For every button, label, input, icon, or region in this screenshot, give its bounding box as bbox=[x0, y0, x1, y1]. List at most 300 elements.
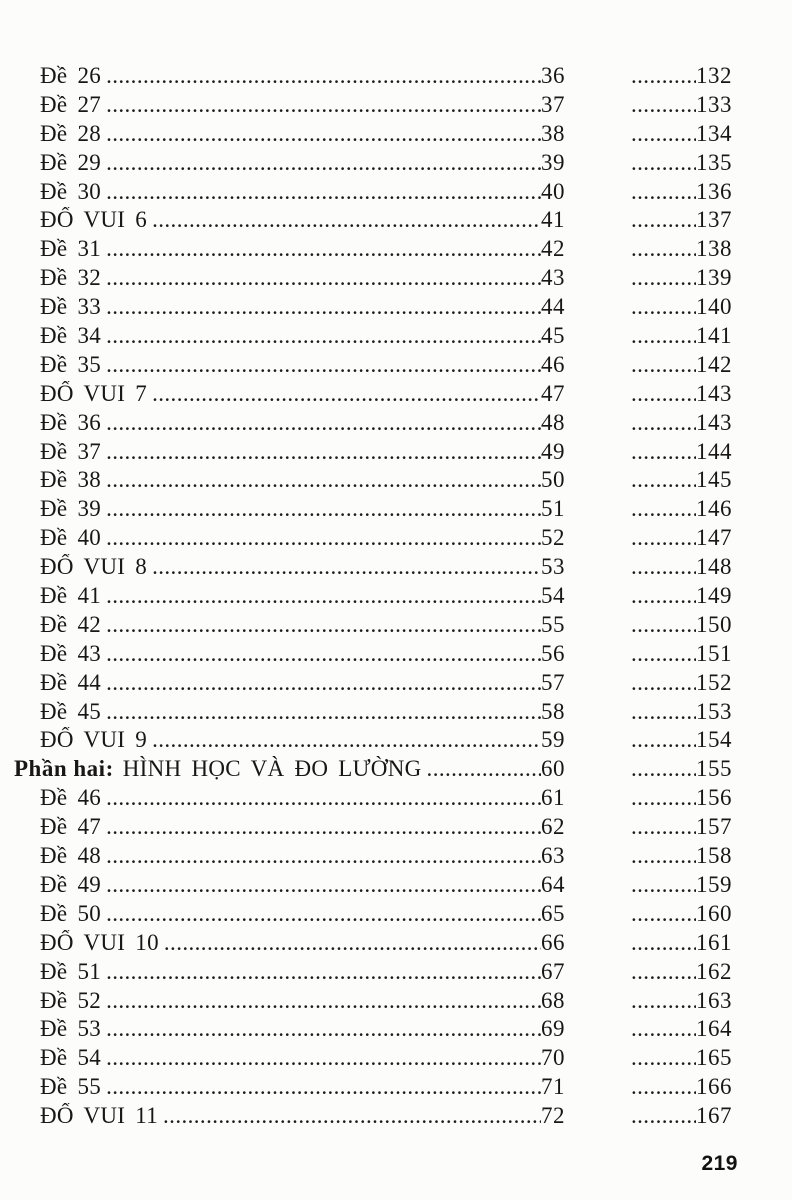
toc-entry-main bbox=[14, 959, 565, 985]
dot-leader bbox=[631, 583, 696, 609]
toc-entry-row bbox=[14, 92, 778, 121]
toc-entry-page-number: 48 bbox=[541, 409, 565, 435]
toc-entry-answer bbox=[631, 785, 732, 811]
toc-entry-label: Đề 50 bbox=[40, 900, 102, 926]
toc-entry-row bbox=[14, 525, 778, 554]
dot-leader bbox=[106, 525, 541, 551]
dot-leader bbox=[106, 843, 541, 869]
toc-entry-answer bbox=[631, 988, 732, 1014]
dot-leader bbox=[631, 641, 696, 667]
toc-entry-answer-page-number: 140 bbox=[696, 294, 732, 320]
dot-leader bbox=[164, 930, 541, 956]
toc-entry-label: HÌNH HỌC VÀ ĐO LƯỜNG bbox=[122, 756, 422, 782]
toc-entry-page-number: 41 bbox=[541, 207, 565, 233]
toc-entry-label: Đề 54 bbox=[40, 1045, 102, 1071]
dot-leader bbox=[631, 352, 696, 378]
toc-entry-answer-page-number: 151 bbox=[696, 640, 732, 666]
toc-entry-label: Đề 43 bbox=[40, 640, 102, 666]
toc-entry-label: Đề 32 bbox=[40, 265, 102, 291]
toc-entry-page-number: 46 bbox=[541, 351, 565, 377]
toc-entry-answer-page-number: 165 bbox=[696, 1045, 732, 1071]
dot-leader bbox=[631, 727, 696, 753]
dot-leader bbox=[106, 1016, 541, 1042]
toc-entry-main bbox=[14, 872, 565, 898]
dot-leader bbox=[106, 814, 541, 840]
toc-entry-answer bbox=[631, 930, 732, 956]
dot-leader bbox=[631, 381, 696, 407]
toc-entry-answer bbox=[631, 583, 732, 609]
toc-entry-page-number: 70 bbox=[541, 1045, 565, 1071]
toc-entry-label: Đề 39 bbox=[40, 496, 102, 522]
dot-leader bbox=[631, 1016, 696, 1042]
toc-entry-answer-page-number: 157 bbox=[696, 814, 732, 840]
dot-leader bbox=[631, 959, 696, 985]
dot-leader bbox=[631, 150, 696, 176]
toc-entry-main bbox=[14, 323, 565, 349]
toc-entry-main bbox=[14, 988, 565, 1014]
toc-entry-row bbox=[14, 988, 778, 1017]
toc-entry-main bbox=[14, 439, 565, 465]
dot-leader bbox=[631, 467, 696, 493]
toc-entry-label: Đề 36 bbox=[40, 409, 102, 435]
toc-entry-answer-page-number: 156 bbox=[696, 785, 732, 811]
dot-leader bbox=[106, 352, 541, 378]
toc-entry-answer-page-number: 160 bbox=[696, 900, 732, 926]
toc-entry-row bbox=[14, 1016, 778, 1045]
dot-leader bbox=[631, 785, 696, 811]
dot-leader bbox=[106, 901, 541, 927]
toc-entry-page-number: 45 bbox=[541, 323, 565, 349]
toc-entry-label: Đề 38 bbox=[40, 467, 102, 493]
toc-entry-label: Đề 28 bbox=[40, 120, 102, 146]
toc-entry-row bbox=[14, 1045, 778, 1074]
toc-entry-label: ĐỐ VUI 11 bbox=[40, 1103, 159, 1129]
toc-entry-row bbox=[14, 959, 778, 988]
dot-leader bbox=[152, 381, 541, 407]
dot-leader bbox=[631, 872, 696, 898]
toc-entry-row bbox=[14, 150, 778, 179]
dot-leader bbox=[631, 843, 696, 869]
toc-entry-row bbox=[14, 930, 778, 959]
dot-leader bbox=[106, 439, 541, 465]
dot-leader bbox=[106, 583, 541, 609]
toc-entry-page-number: 67 bbox=[541, 958, 565, 984]
toc-entry-answer bbox=[631, 496, 732, 522]
toc-entry-main bbox=[14, 814, 565, 840]
dot-leader bbox=[106, 988, 541, 1014]
toc-entry-page-number: 66 bbox=[541, 929, 565, 955]
toc-entry-row bbox=[14, 323, 778, 352]
toc-entry-row bbox=[14, 410, 778, 439]
toc-entry-main bbox=[14, 179, 565, 205]
toc-entry-answer-page-number: 161 bbox=[696, 929, 732, 955]
toc-entry-label: ĐỐ VUI 10 bbox=[40, 929, 159, 955]
dot-leader bbox=[106, 150, 541, 176]
toc-entry-main bbox=[14, 63, 565, 89]
dot-leader bbox=[106, 121, 541, 147]
toc-entry-answer bbox=[631, 843, 732, 869]
toc-entry-answer bbox=[631, 352, 732, 378]
toc-entry-row bbox=[14, 265, 778, 294]
toc-entry-answer-page-number: 139 bbox=[696, 265, 732, 291]
dot-leader bbox=[106, 699, 541, 725]
toc-entry-answer bbox=[631, 554, 732, 580]
toc-entry-main bbox=[14, 467, 565, 493]
toc-entry-main bbox=[14, 641, 565, 667]
dot-leader bbox=[106, 92, 541, 118]
dot-leader bbox=[631, 814, 696, 840]
toc-entry-page-number: 38 bbox=[541, 120, 565, 146]
dot-leader bbox=[631, 1074, 696, 1100]
dot-leader bbox=[106, 1074, 541, 1100]
table-of-contents bbox=[14, 63, 778, 1132]
toc-entry-answer-page-number: 132 bbox=[696, 63, 732, 88]
dot-leader bbox=[106, 612, 541, 638]
dot-leader bbox=[106, 959, 541, 985]
dot-leader bbox=[163, 1103, 541, 1129]
toc-entry-main bbox=[14, 699, 565, 725]
toc-entry-page-number: 61 bbox=[541, 785, 565, 811]
dot-leader bbox=[631, 1103, 696, 1129]
toc-entry-label: ĐỐ VUI 8 bbox=[40, 554, 148, 580]
toc-entry-answer-page-number: 162 bbox=[696, 958, 732, 984]
toc-entry-answer-page-number: 148 bbox=[696, 554, 732, 580]
toc-entry-main bbox=[14, 843, 565, 869]
toc-entry-label: Đề 51 bbox=[40, 958, 102, 984]
toc-entry-label: Đề 52 bbox=[40, 987, 102, 1013]
dot-leader bbox=[106, 872, 541, 898]
toc-entry-label: Đề 41 bbox=[40, 583, 102, 609]
toc-entry-answer bbox=[631, 612, 732, 638]
toc-entry-label: Đề 34 bbox=[40, 323, 102, 349]
toc-entry-page-number: 39 bbox=[541, 149, 565, 175]
dot-leader bbox=[106, 179, 541, 205]
toc-entry-answer bbox=[631, 381, 732, 407]
toc-entry-main bbox=[14, 727, 565, 753]
toc-entry-page-number: 51 bbox=[541, 496, 565, 522]
toc-entry-answer bbox=[631, 756, 732, 782]
toc-entry-label: Đề 44 bbox=[40, 669, 102, 695]
toc-entry-main bbox=[14, 236, 565, 262]
toc-entry-answer-page-number: 134 bbox=[696, 120, 732, 146]
toc-entry-answer bbox=[631, 294, 732, 320]
toc-entry-answer bbox=[631, 323, 732, 349]
toc-entry-main bbox=[14, 207, 565, 233]
toc-entry-page-number: 69 bbox=[541, 1016, 565, 1042]
toc-entry-page-number: 63 bbox=[541, 843, 565, 869]
toc-entry-main bbox=[14, 496, 565, 522]
dot-leader bbox=[106, 467, 541, 493]
toc-entry-row bbox=[14, 699, 778, 728]
toc-entry-answer-page-number: 167 bbox=[696, 1103, 732, 1129]
dot-leader bbox=[106, 63, 541, 89]
toc-entry-answer-page-number: 146 bbox=[696, 496, 732, 522]
toc-entry-answer-page-number: 138 bbox=[696, 236, 732, 262]
toc-entry-answer bbox=[631, 150, 732, 176]
dot-leader bbox=[631, 699, 696, 725]
dot-leader bbox=[631, 1045, 696, 1071]
toc-entry-main bbox=[14, 525, 565, 551]
toc-entry-main bbox=[14, 785, 565, 811]
toc-entry-page-number: 37 bbox=[541, 91, 565, 117]
toc-entry-answer bbox=[631, 901, 732, 927]
dot-leader bbox=[631, 236, 696, 262]
toc-entry-answer bbox=[631, 525, 732, 551]
toc-entry-answer bbox=[631, 959, 732, 985]
toc-entry-row bbox=[14, 207, 778, 236]
toc-entry-answer-page-number: 155 bbox=[696, 756, 732, 782]
dot-leader bbox=[106, 641, 541, 667]
toc-entry-row bbox=[14, 381, 778, 410]
toc-entry-label: Đề 49 bbox=[40, 871, 102, 897]
toc-entry-row bbox=[14, 439, 778, 468]
toc-entry-page-number: 55 bbox=[541, 611, 565, 637]
toc-entry-answer bbox=[631, 207, 732, 233]
toc-entry-main bbox=[14, 901, 565, 927]
toc-entry-page-number: 68 bbox=[541, 987, 565, 1013]
toc-entry-answer bbox=[631, 179, 732, 205]
toc-entry-page-number: 40 bbox=[541, 178, 565, 204]
toc-entry-row bbox=[14, 352, 778, 381]
toc-entry-answer-page-number: 141 bbox=[696, 323, 732, 349]
toc-entry-answer-page-number: 133 bbox=[696, 91, 732, 117]
toc-entry-row bbox=[14, 843, 778, 872]
toc-entry-answer bbox=[631, 1016, 732, 1042]
toc-entry-main bbox=[14, 150, 565, 176]
toc-entry-answer bbox=[631, 1045, 732, 1071]
toc-entry-row bbox=[14, 727, 778, 756]
toc-entry-answer-page-number: 136 bbox=[696, 178, 732, 204]
toc-entry-answer-page-number: 147 bbox=[696, 525, 732, 551]
dot-leader bbox=[631, 901, 696, 927]
toc-entry-label: ĐỐ VUI 6 bbox=[40, 207, 148, 233]
toc-entry-page-number: 36 bbox=[541, 63, 565, 88]
toc-entry-label: Đề 33 bbox=[40, 294, 102, 320]
toc-entry-label: Đề 29 bbox=[40, 149, 102, 175]
toc-entry-answer-page-number: 145 bbox=[696, 467, 732, 493]
page-number: 219 bbox=[701, 1152, 738, 1175]
dot-leader bbox=[631, 612, 696, 638]
toc-entry-label: Đề 37 bbox=[40, 438, 102, 464]
dot-leader bbox=[631, 92, 696, 118]
toc-entry-answer-page-number: 158 bbox=[696, 843, 732, 869]
toc-entry-row bbox=[14, 467, 778, 496]
toc-entry-answer bbox=[631, 467, 732, 493]
toc-entry-row bbox=[14, 756, 778, 785]
dot-leader bbox=[631, 410, 696, 436]
toc-entry-page-number: 52 bbox=[541, 525, 565, 551]
dot-leader bbox=[152, 554, 541, 580]
toc-entry-page-number: 59 bbox=[541, 727, 565, 753]
dot-leader bbox=[631, 756, 696, 782]
toc-entry-label: Đề 40 bbox=[40, 525, 102, 551]
dot-leader bbox=[152, 207, 541, 233]
toc-entry-page-number: 57 bbox=[541, 669, 565, 695]
toc-entry-main bbox=[14, 756, 565, 782]
toc-entry-main bbox=[14, 294, 565, 320]
dot-leader bbox=[631, 121, 696, 147]
toc-entry-row bbox=[14, 612, 778, 641]
toc-entry-label: Đề 30 bbox=[40, 178, 102, 204]
toc-entry-label: ĐỐ VUI 7 bbox=[40, 380, 148, 406]
toc-entry-main bbox=[14, 554, 565, 580]
toc-entry-page-number: 49 bbox=[541, 438, 565, 464]
dot-leader bbox=[631, 930, 696, 956]
toc-entry-page-number: 65 bbox=[541, 900, 565, 926]
dot-leader bbox=[631, 323, 696, 349]
dot-leader bbox=[631, 179, 696, 205]
toc-entry-answer bbox=[631, 439, 732, 465]
toc-entry-answer-page-number: 143 bbox=[696, 380, 732, 406]
toc-entry-answer-page-number: 142 bbox=[696, 351, 732, 377]
toc-entry-answer bbox=[631, 63, 732, 89]
toc-entry-answer-page-number: 135 bbox=[696, 149, 732, 175]
toc-entry-label: Đề 26 bbox=[40, 63, 102, 88]
toc-entry-answer-page-number: 153 bbox=[696, 698, 732, 724]
toc-entry-answer bbox=[631, 670, 732, 696]
dot-leader bbox=[427, 756, 541, 782]
toc-entry-answer bbox=[631, 236, 732, 262]
toc-entry-main bbox=[14, 1103, 565, 1129]
toc-entry-label: Đề 45 bbox=[40, 698, 102, 724]
toc-entry-answer-page-number: 152 bbox=[696, 669, 732, 695]
toc-entry-page-number: 71 bbox=[541, 1074, 565, 1100]
dot-leader bbox=[106, 410, 541, 436]
toc-entry-answer bbox=[631, 699, 732, 725]
toc-entry-row bbox=[14, 554, 778, 583]
toc-entry-main bbox=[14, 1016, 565, 1042]
toc-entry-answer-page-number: 163 bbox=[696, 987, 732, 1013]
toc-entry-label: Đề 31 bbox=[40, 236, 102, 262]
toc-entry-row bbox=[14, 901, 778, 930]
toc-entry-main bbox=[14, 381, 565, 407]
dot-leader bbox=[106, 785, 541, 811]
dot-leader bbox=[106, 236, 541, 262]
toc-entry-page-number: 50 bbox=[541, 467, 565, 493]
page-footer bbox=[701, 1152, 738, 1176]
toc-entry-main bbox=[14, 583, 565, 609]
dot-leader bbox=[106, 1045, 541, 1071]
toc-entry-main bbox=[14, 1045, 565, 1071]
toc-entry-page-number: 43 bbox=[541, 265, 565, 291]
dot-leader bbox=[631, 265, 696, 291]
dot-leader bbox=[631, 670, 696, 696]
toc-entry-main bbox=[14, 1074, 565, 1100]
dot-leader bbox=[631, 988, 696, 1014]
dot-leader bbox=[631, 63, 696, 89]
section-prefix: Phần hai: bbox=[14, 756, 114, 782]
toc-entry-main bbox=[14, 352, 565, 378]
toc-entry-answer bbox=[631, 641, 732, 667]
toc-entry-label: Đề 55 bbox=[40, 1074, 102, 1100]
toc-entry-main bbox=[14, 121, 565, 147]
dot-leader bbox=[631, 554, 696, 580]
toc-entry-answer bbox=[631, 410, 732, 436]
dot-leader bbox=[106, 294, 541, 320]
toc-entry-row bbox=[14, 1074, 778, 1103]
toc-entry-main bbox=[14, 410, 565, 436]
toc-entry-answer-page-number: 159 bbox=[696, 871, 732, 897]
dot-leader bbox=[631, 525, 696, 551]
toc-entry-answer-page-number: 150 bbox=[696, 611, 732, 637]
toc-entry-row bbox=[14, 785, 778, 814]
toc-entry-answer bbox=[631, 727, 732, 753]
toc-entry-page-number: 53 bbox=[541, 554, 565, 580]
toc-entry-label: Đề 47 bbox=[40, 814, 102, 840]
toc-entry-answer-page-number: 154 bbox=[696, 727, 732, 753]
toc-entry-answer bbox=[631, 1074, 732, 1100]
toc-entry-label: Đề 46 bbox=[40, 785, 102, 811]
toc-entry-answer-page-number: 137 bbox=[696, 207, 732, 233]
toc-entry-row bbox=[14, 121, 778, 150]
dot-leader bbox=[106, 265, 541, 291]
toc-entry-main bbox=[14, 670, 565, 696]
toc-entry-row bbox=[14, 872, 778, 901]
toc-entry-row bbox=[14, 641, 778, 670]
dot-leader bbox=[106, 670, 541, 696]
toc-entry-answer bbox=[631, 265, 732, 291]
toc-entry-main bbox=[14, 265, 565, 291]
toc-entry-answer bbox=[631, 872, 732, 898]
toc-entry-page-number: 42 bbox=[541, 236, 565, 262]
toc-entry-page-number: 64 bbox=[541, 871, 565, 897]
dot-leader bbox=[631, 207, 696, 233]
dot-leader bbox=[152, 727, 541, 753]
toc-entry-answer-page-number: 149 bbox=[696, 583, 732, 609]
toc-entry-page-number: 56 bbox=[541, 640, 565, 666]
toc-entry-answer-page-number: 166 bbox=[696, 1074, 732, 1100]
dot-leader bbox=[631, 294, 696, 320]
toc-entry-page-number: 44 bbox=[541, 294, 565, 320]
toc-entry-page-number: 62 bbox=[541, 814, 565, 840]
toc-entry-label: Đề 53 bbox=[40, 1016, 102, 1042]
toc-entry-main bbox=[14, 92, 565, 118]
toc-entry-row bbox=[14, 179, 778, 208]
toc-entry-label: Đề 27 bbox=[40, 91, 102, 117]
toc-entry-row bbox=[14, 294, 778, 323]
dot-leader bbox=[631, 496, 696, 522]
dot-leader bbox=[106, 496, 541, 522]
toc-entry-answer bbox=[631, 814, 732, 840]
toc-entry-page-number: 58 bbox=[541, 698, 565, 724]
toc-entry-answer bbox=[631, 1103, 732, 1129]
toc-entry-row bbox=[14, 670, 778, 699]
toc-entry-label: ĐỐ VUI 9 bbox=[40, 727, 148, 753]
toc-entry-main bbox=[14, 612, 565, 638]
toc-entry-page-number: 72 bbox=[541, 1103, 565, 1129]
toc-entry-label: Đề 35 bbox=[40, 351, 102, 377]
toc-entry-answer bbox=[631, 92, 732, 118]
toc-entry-row bbox=[14, 1103, 778, 1132]
toc-entry-row bbox=[14, 63, 778, 92]
toc-entry-page-number: 60 bbox=[541, 756, 565, 782]
toc-entry-answer bbox=[631, 121, 732, 147]
toc-entry-label: Đề 42 bbox=[40, 611, 102, 637]
toc-entry-row bbox=[14, 236, 778, 265]
toc-entry-row bbox=[14, 583, 778, 612]
toc-entry-row bbox=[14, 496, 778, 525]
toc-entry-row bbox=[14, 814, 778, 843]
toc-entry-page-number: 47 bbox=[541, 380, 565, 406]
toc-entry-answer-page-number: 143 bbox=[696, 409, 732, 435]
toc-entry-page-number: 54 bbox=[541, 583, 565, 609]
toc-entry-answer-page-number: 164 bbox=[696, 1016, 732, 1042]
toc-entry-answer-page-number: 144 bbox=[696, 438, 732, 464]
dot-leader bbox=[106, 323, 541, 349]
toc-entry-main bbox=[14, 930, 565, 956]
toc-entry-label: Đề 48 bbox=[40, 843, 102, 869]
dot-leader bbox=[631, 439, 696, 465]
